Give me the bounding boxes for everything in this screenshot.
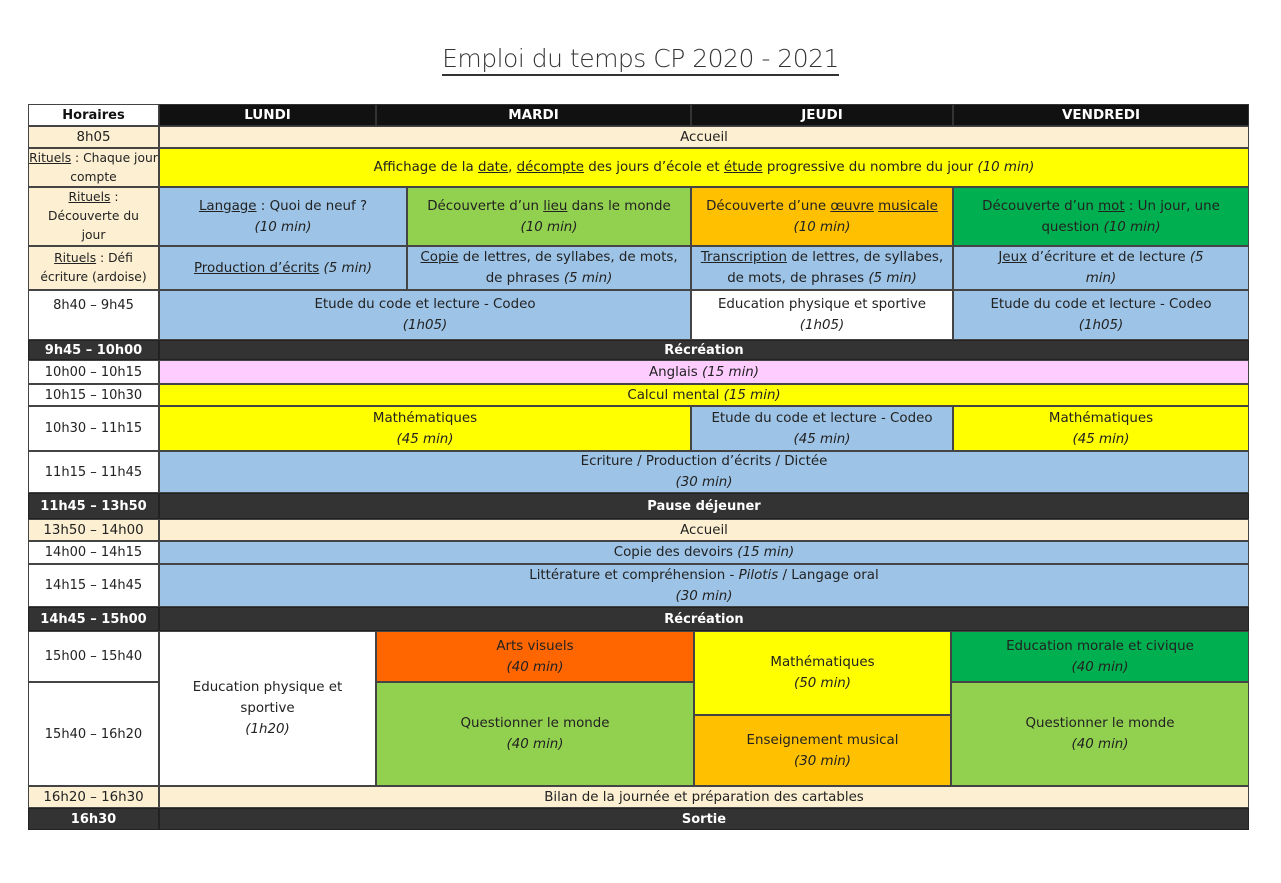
time-cell: 11h45 – 13h50 [28,493,159,519]
activity-mathematiques: Mathématiques (50 min) [694,631,951,715]
header-jeudi: JEUDI [691,104,953,126]
activity-transcription: Transcription de lettres, de syllabes, de mots, de phrases (5 min) [691,246,953,290]
time-cell: 14h00 – 14h15 [28,541,159,564]
activity-langage: Langage : Quoi de neuf ? (10 min) [159,187,407,246]
activity-ecriture: Ecriture / Production d’écrits / Dictée (30 min) [159,451,1249,493]
timetable [28,104,1249,830]
activity-copie: Copie de lettres, de syllabes, de mots, de phrases (5 min) [407,246,691,290]
time-cell: 10h15 – 10h30 [28,384,159,406]
time-cell: 11h15 – 11h45 [28,451,159,493]
activity-decouverte-lieu: Découverte d’un lieu dans le monde (10 min) [407,187,691,246]
time-cell: 8h40 – 9h45 [28,290,159,340]
activity-accueil: Accueil [159,519,1249,541]
header-horaires: Horaires [28,104,159,126]
activity-litterature: Littérature et compréhension - Pilotis / Langage oral (30 min) [159,564,1249,607]
activity-recreation: Récréation [159,340,1249,360]
activity-eps: Education physique et sportive (1h20) [159,631,376,786]
activity-anglais: Anglais (15 min) [159,360,1249,384]
activity-emc: Education morale et civique (40 min) [951,631,1249,682]
time-cell: 8h05 [28,126,159,148]
activity-recreation: Récréation [159,607,1249,631]
activity-questionner-monde: Questionner le monde (40 min) [951,682,1249,786]
activity-codeo: Etude du code et lecture - Codeo (1h05) [159,290,691,340]
activity-sortie: Sortie [159,808,1249,830]
activity-decouverte-mot: Découverte d’un mot : Un jour, une question (10 min) [953,187,1249,246]
activity-enseignement-musical: Enseignement musical (30 min) [694,715,951,786]
activity-pause-dejeuner: Pause déjeuner [159,493,1249,519]
activity-mathematiques: Mathématiques (45 min) [953,406,1249,451]
activity-rituels-compte: Affichage de la date, décompte des jours d’école et étude progressive du nombre du jour (10 min) [159,148,1249,187]
time-cell: 15h40 – 16h20 [28,682,159,786]
time-cell: 10h30 – 11h15 [28,406,159,451]
time-cell: 10h00 – 10h15 [28,360,159,384]
time-cell: 9h45 – 10h00 [28,340,159,360]
activity-production-ecrits: Production d’écrits (5 min) [159,246,407,290]
activity-jeux-ecriture: Jeux d’écriture et de lecture (5 min) [953,246,1249,290]
activity-arts-visuels: Arts visuels (40 min) [376,631,694,682]
activity-decouverte-oeuvre: Découverte d’une œuvre musicale (10 min) [691,187,953,246]
activity-codeo: Etude du code et lecture - Codeo (1h05) [953,290,1249,340]
time-cell: 13h50 – 14h00 [28,519,159,541]
activity-eps: Education physique et sportive (1h05) [691,290,953,340]
header-lundi: LUNDI [159,104,376,126]
activity-mathematiques: Mathématiques (45 min) [159,406,691,451]
activity-accueil: Accueil [159,126,1249,148]
time-cell-rituels-ecriture: Rituels : Défi écriture (ardoise) [28,246,159,290]
time-cell-rituels-compte: Rituels : Chaque jour compte [28,148,159,187]
time-cell: 14h15 – 14h45 [28,564,159,607]
activity-calcul-mental: Calcul mental (15 min) [159,384,1249,406]
activity-copie-devoirs: Copie des devoirs (15 min) [159,541,1249,564]
time-cell: 14h45 – 15h00 [28,607,159,631]
time-cell-rituels-decouverte: Rituels : Découverte du jour [28,187,159,246]
header-vendredi: VENDREDI [953,104,1249,126]
activity-bilan: Bilan de la journée et préparation des cartables [159,786,1249,808]
header-mardi: MARDI [376,104,691,126]
time-cell: 16h20 – 16h30 [28,786,159,808]
activity-questionner-monde: Questionner le monde (40 min) [376,682,694,786]
time-cell: 15h00 – 15h40 [28,631,159,682]
activity-codeo: Etude du code et lecture - Codeo (45 min) [691,406,953,451]
time-cell: 16h30 [28,808,159,830]
page-title: Emploi du temps CP 2020 - 2021 [0,44,1281,73]
